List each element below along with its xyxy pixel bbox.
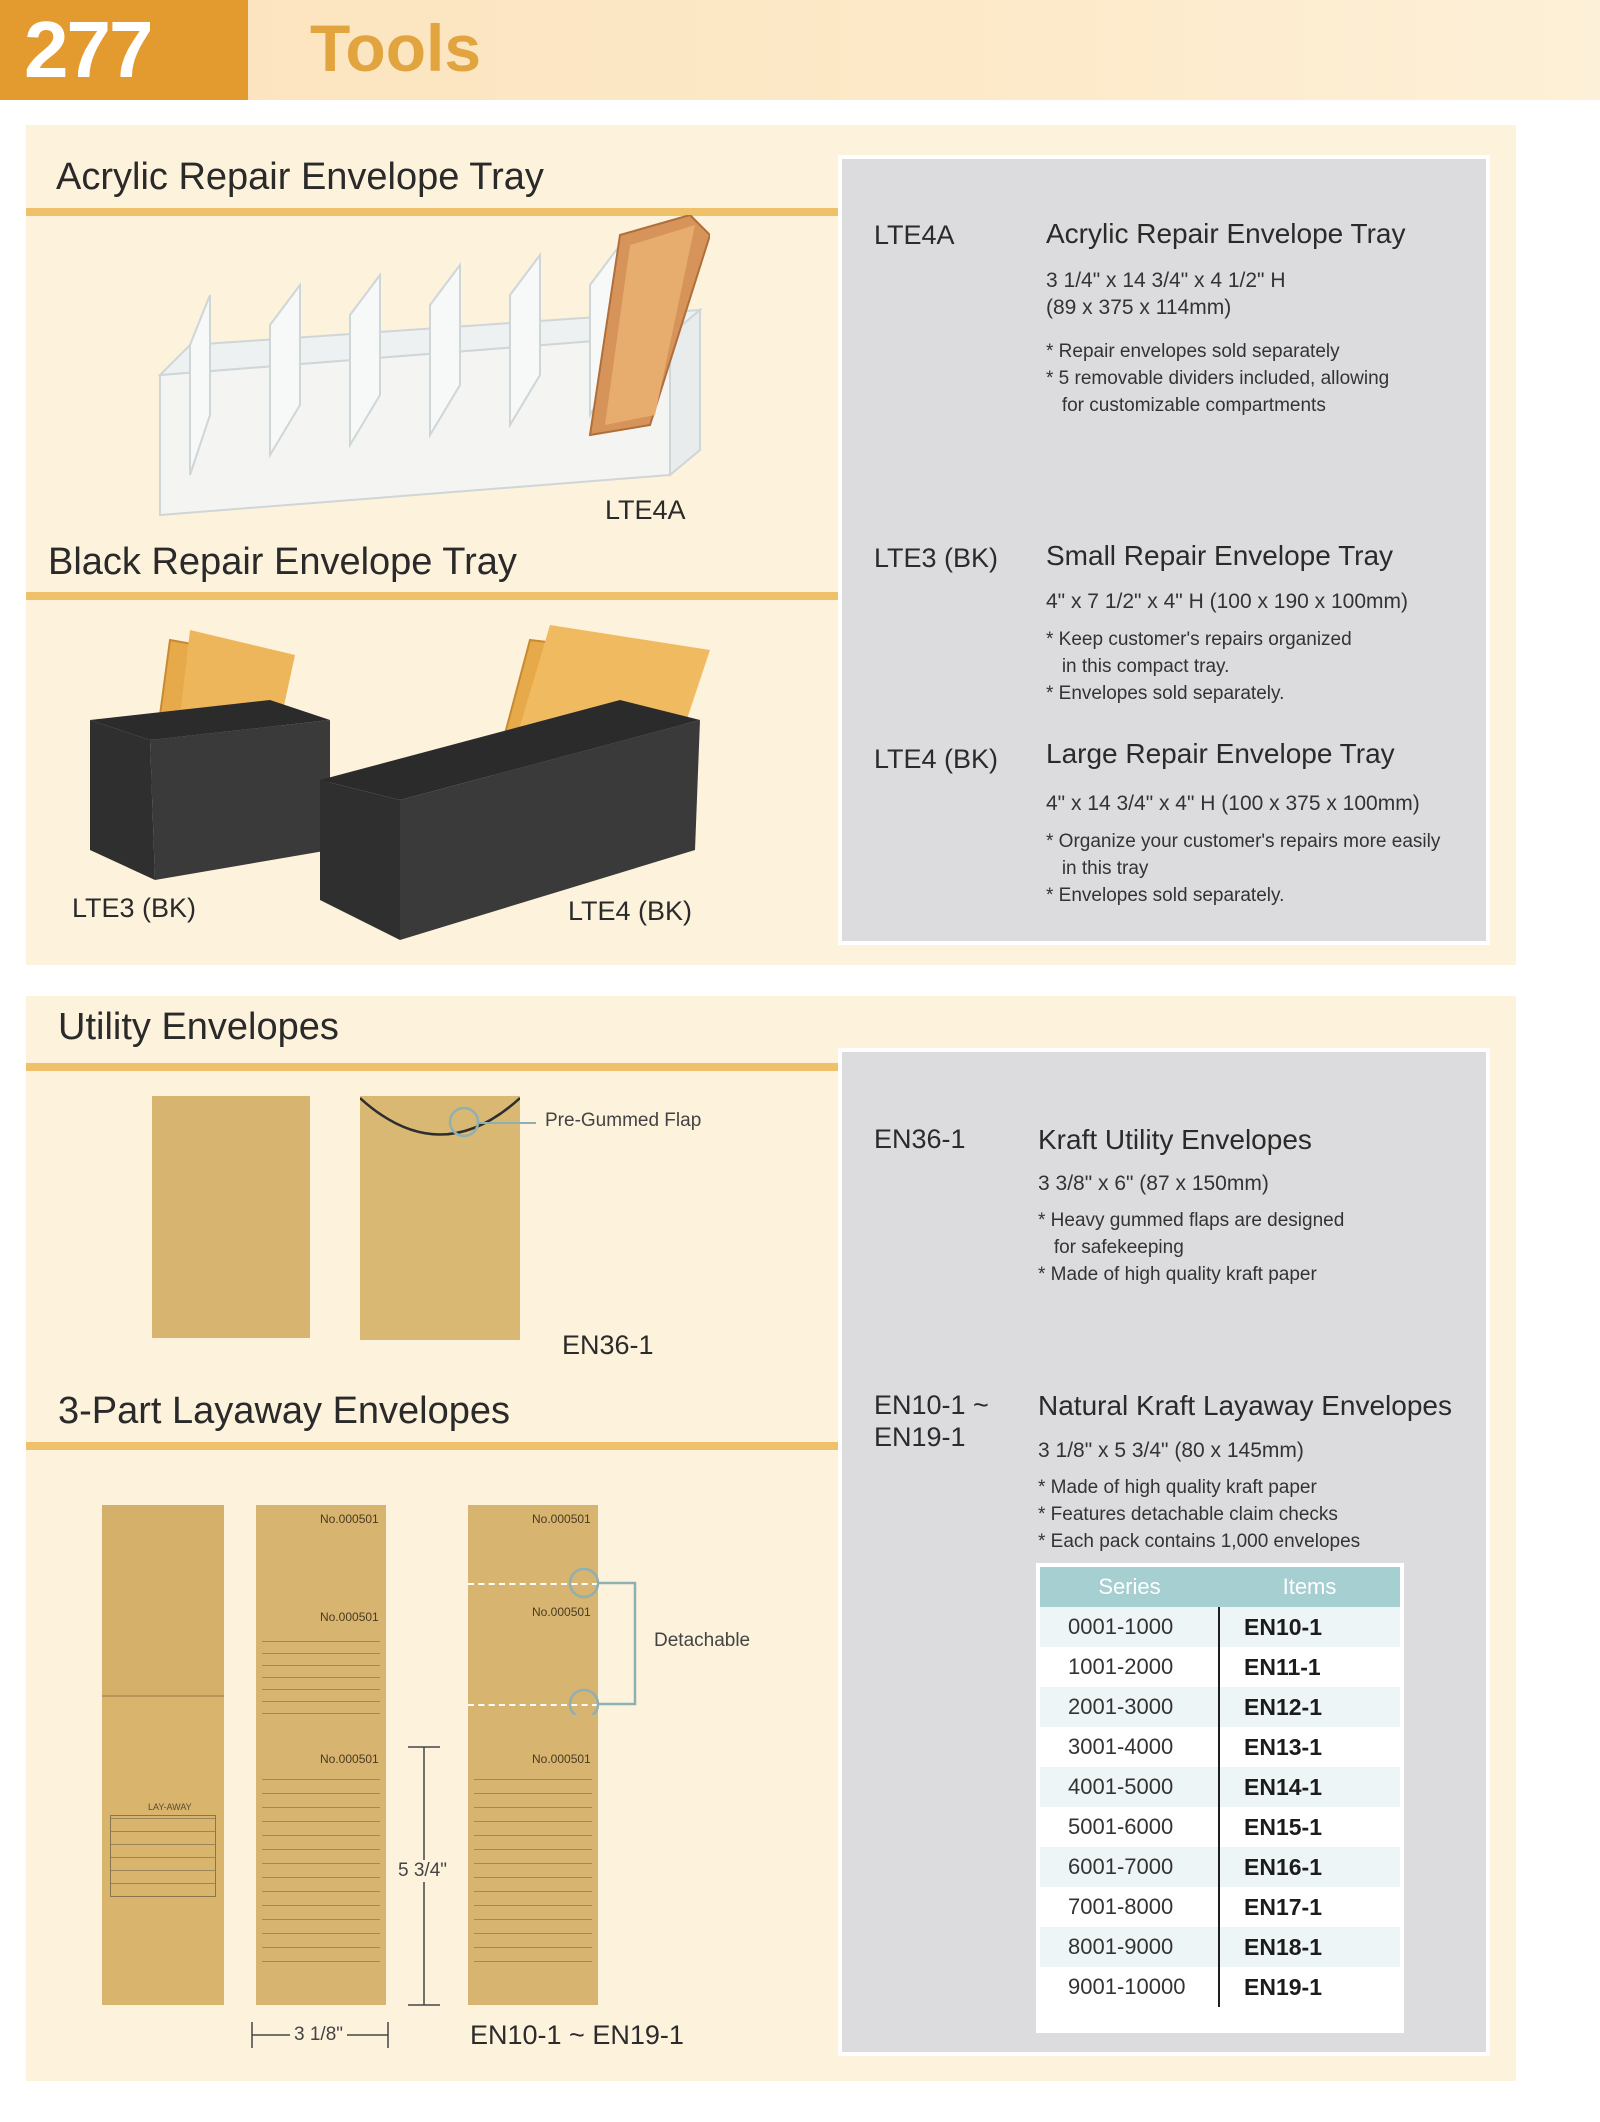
table-row [1040, 1767, 1400, 1807]
series-column-header: Series [1040, 1567, 1219, 1607]
item-cell: EN14-1 [1219, 1767, 1400, 1807]
spec-note-lte4a-3: for customizable compartments [1046, 395, 1326, 416]
detachable-bracket [560, 1565, 640, 1715]
item-cell: EN12-1 [1219, 1687, 1400, 1727]
layaway-front-lines-lower [262, 1775, 380, 1975]
table-row [1040, 1607, 1400, 1647]
spec-note-en10-2: * Features detachable claim checks [1038, 1504, 1338, 1525]
series-table [1040, 1567, 1400, 2007]
page-title: Tools [310, 11, 482, 85]
utility-title-rule [26, 1063, 838, 1071]
table-row [1040, 1727, 1400, 1767]
utility-section-title: Utility Envelopes [58, 1006, 339, 1048]
items-column-header: Items [1219, 1567, 1400, 1607]
spec-title-lte4: Large Repair Envelope Tray [1046, 738, 1395, 769]
spec-title-lte4a: Acrylic Repair Envelope Tray [1046, 218, 1406, 249]
item-cell: EN16-1 [1219, 1847, 1400, 1887]
spec-dims-lte4a-2: (89 x 375 x 114mm) [1046, 296, 1232, 319]
spec-code-lte4a: LTE4A [874, 220, 955, 250]
black-small-label: LTE3 (BK) [72, 893, 197, 923]
height-dimension-label: 5 3/4" [398, 1860, 448, 1881]
spec-note-lte4a-1: * Repair envelopes sold separately [1046, 341, 1340, 362]
ticket-number-3: No.000501 [320, 1752, 379, 1766]
spec-note-lte4-3: * Envelopes sold separately. [1046, 885, 1285, 906]
spec-note-en36-1: * Heavy gummed flaps are designed [1038, 1210, 1345, 1231]
ticket-number-2: No.000501 [320, 1610, 379, 1624]
series-cell: 5001-6000 [1040, 1807, 1219, 1847]
acrylic-image-label: LTE4A [605, 495, 686, 525]
spec-code-en10-line1: EN10-1 ~ [874, 1390, 989, 1420]
detachable-callout: Detachable [654, 1630, 751, 1651]
black-section-title: Black Repair Envelope Tray [48, 541, 517, 583]
acrylic-tray-image [150, 215, 710, 525]
spec-note-lte4-1: * Organize your customer's repairs more easily [1046, 831, 1441, 852]
series-cell: 2001-3000 [1040, 1687, 1219, 1727]
layaway-section-title: 3-Part Layaway Envelopes [58, 1390, 511, 1432]
spec-dims-lte4: 4" x 14 3/4" x 4" H (100 x 375 x 100mm) [1046, 792, 1420, 815]
ticket-number-6: No.000501 [532, 1752, 591, 1766]
utility-envelope-front [152, 1096, 310, 1338]
spec-note-lte4-2: in this tray [1046, 858, 1149, 879]
layaway-stub-grid [110, 1815, 216, 1897]
spec-dims-en36: 3 3/8" x 6" (87 x 150mm) [1038, 1172, 1269, 1195]
item-cell: EN11-1 [1219, 1647, 1400, 1687]
spec-note-lte3-3: * Envelopes sold separately. [1046, 683, 1285, 704]
spec-dims-lte3: 4" x 7 1/2" x 4" H (100 x 190 x 100mm) [1046, 590, 1409, 613]
spec-dims-lte4a-1: 3 1/4" x 14 3/4" x 4 1/2" H [1046, 269, 1286, 292]
series-cell: 4001-5000 [1040, 1767, 1219, 1807]
layaway-image-label: EN10-1 ~ EN19-1 [470, 2020, 684, 2050]
table-row [1040, 1647, 1400, 1687]
table-row [1040, 1687, 1400, 1727]
layaway-detach-lines [474, 1775, 592, 1975]
item-cell: EN18-1 [1219, 1927, 1400, 1967]
table-row [1040, 1887, 1400, 1927]
acrylic-section-title: Acrylic Repair Envelope Tray [56, 156, 544, 198]
spec-title-en10: Natural Kraft Layaway Envelopes [1038, 1390, 1452, 1421]
spec-code-en10-line2: EN19-1 [874, 1422, 966, 1452]
spec-note-lte4a-2: * 5 removable dividers included, allowing [1046, 368, 1390, 389]
page-number: 277 [0, 0, 248, 100]
layaway-front-lines [262, 1635, 380, 1725]
spec-dims-en10: 3 1/8" x 5 3/4" (80 x 145mm) [1038, 1439, 1304, 1462]
ticket-number-5: No.000501 [532, 1605, 591, 1619]
spec-code-en36: EN36-1 [874, 1124, 966, 1154]
series-cell: 9001-10000 [1040, 1967, 1219, 2007]
spec-code-lte3: LTE3 (BK) [874, 543, 999, 573]
item-cell: EN19-1 [1219, 1967, 1400, 2007]
spec-note-en36-3: * Made of high quality kraft paper [1038, 1264, 1317, 1285]
ticket-number-1: No.000501 [320, 1512, 379, 1526]
item-cell: EN13-1 [1219, 1727, 1400, 1767]
spec-note-en36-2: for safekeeping [1038, 1237, 1184, 1258]
pre-gummed-leader-line [478, 1122, 536, 1124]
item-cell: EN15-1 [1219, 1807, 1400, 1847]
item-cell: EN17-1 [1219, 1887, 1400, 1927]
ticket-number-4: No.000501 [532, 1512, 591, 1526]
spec-note-lte3-2: in this compact tray. [1046, 656, 1230, 677]
layaway-stub-label: LAY-AWAY [148, 1802, 192, 1812]
black-small-tray-image [80, 610, 350, 890]
series-cell: 3001-4000 [1040, 1727, 1219, 1767]
spec-note-en10-1: * Made of high quality kraft paper [1038, 1477, 1317, 1498]
utility-image-label: EN36-1 [562, 1330, 654, 1360]
series-cell: 6001-7000 [1040, 1847, 1219, 1887]
table-row [1040, 1847, 1400, 1887]
black-large-label: LTE4 (BK) [568, 896, 693, 926]
table-row [1040, 1927, 1400, 1967]
layaway-envelope-open-flap [102, 1505, 224, 1697]
table-row [1040, 1967, 1400, 2007]
spec-code-lte4: LTE4 (BK) [874, 744, 999, 774]
spec-title-lte3: Small Repair Envelope Tray [1046, 540, 1394, 571]
series-cell: 7001-8000 [1040, 1887, 1219, 1927]
black-title-rule [26, 592, 838, 600]
spec-note-lte3-1: * Keep customer's repairs organized [1046, 629, 1352, 650]
series-cell: 8001-9000 [1040, 1927, 1219, 1967]
width-dimension-label: 3 1/8" [290, 2024, 347, 2046]
layaway-title-rule [26, 1442, 838, 1450]
utility-envelope-back [360, 1096, 520, 1340]
spec-note-en10-3: * Each pack contains 1,000 envelopes [1038, 1531, 1361, 1552]
table-row [1040, 1807, 1400, 1847]
spec-title-en36: Kraft Utility Envelopes [1038, 1124, 1312, 1155]
pre-gummed-callout: Pre-Gummed Flap [545, 1110, 702, 1131]
series-cell: 0001-1000 [1040, 1607, 1219, 1647]
series-cell: 1001-2000 [1040, 1647, 1219, 1687]
item-cell: EN10-1 [1219, 1607, 1400, 1647]
